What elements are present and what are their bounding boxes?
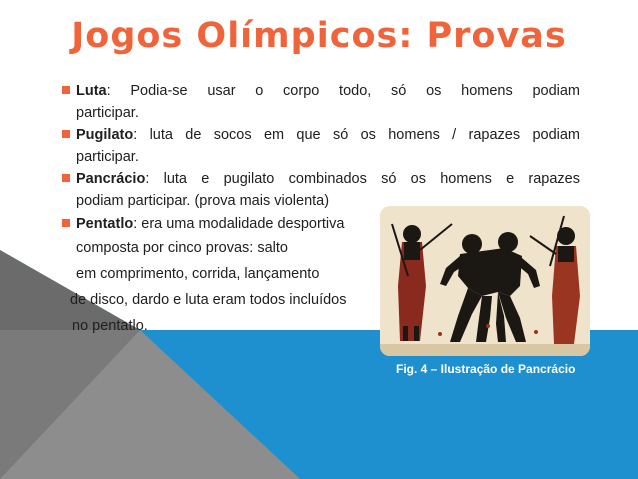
item-continuation: participar. — [76, 105, 139, 121]
item-continuation: participar. — [76, 149, 139, 165]
item-continuation: de disco, dardo e luta eram todos incluídos — [70, 292, 347, 308]
item-text: : era uma modalidade desportiva — [133, 216, 345, 232]
slide-title: Jogos Olímpicos: Provas — [71, 16, 567, 56]
term-pentatlo: Pentatlo — [76, 216, 134, 232]
bullet-marker-icon — [62, 130, 70, 138]
item-continuation: no pentatlo. — [72, 318, 148, 334]
term-pugilato: Pugilato — [76, 127, 134, 143]
item-continuation: em comprimento, corrida, lançamento — [76, 266, 320, 282]
wrestlers-image — [380, 206, 590, 356]
list-item-pugilato — [62, 124, 580, 146]
bullet-marker-icon — [62, 219, 70, 227]
figure-caption: Fig. 4 – Ilustração de Pancrácio — [396, 362, 576, 376]
item-continuation: podiam participar. (prova mais violenta) — [76, 193, 330, 209]
term-luta: Luta — [76, 83, 107, 99]
bullet-marker-icon — [62, 174, 70, 182]
list-item-luta — [62, 80, 580, 102]
bullet-marker-icon — [62, 86, 70, 94]
item-continuation: composta por cinco provas: salto — [76, 240, 288, 256]
list-item-pancracio — [62, 168, 580, 190]
item-text: : Podia-se usar o corpo todo, só os homens podiam — [106, 83, 580, 99]
term-pancracio: Pancrácio — [76, 171, 146, 187]
item-text: : luta e pugilato combinados só os homens e rapazes — [145, 171, 580, 187]
item-text: : luta de socos em que só os homens / rapazes podiam — [133, 127, 580, 143]
pancracio-illustration — [380, 206, 590, 356]
